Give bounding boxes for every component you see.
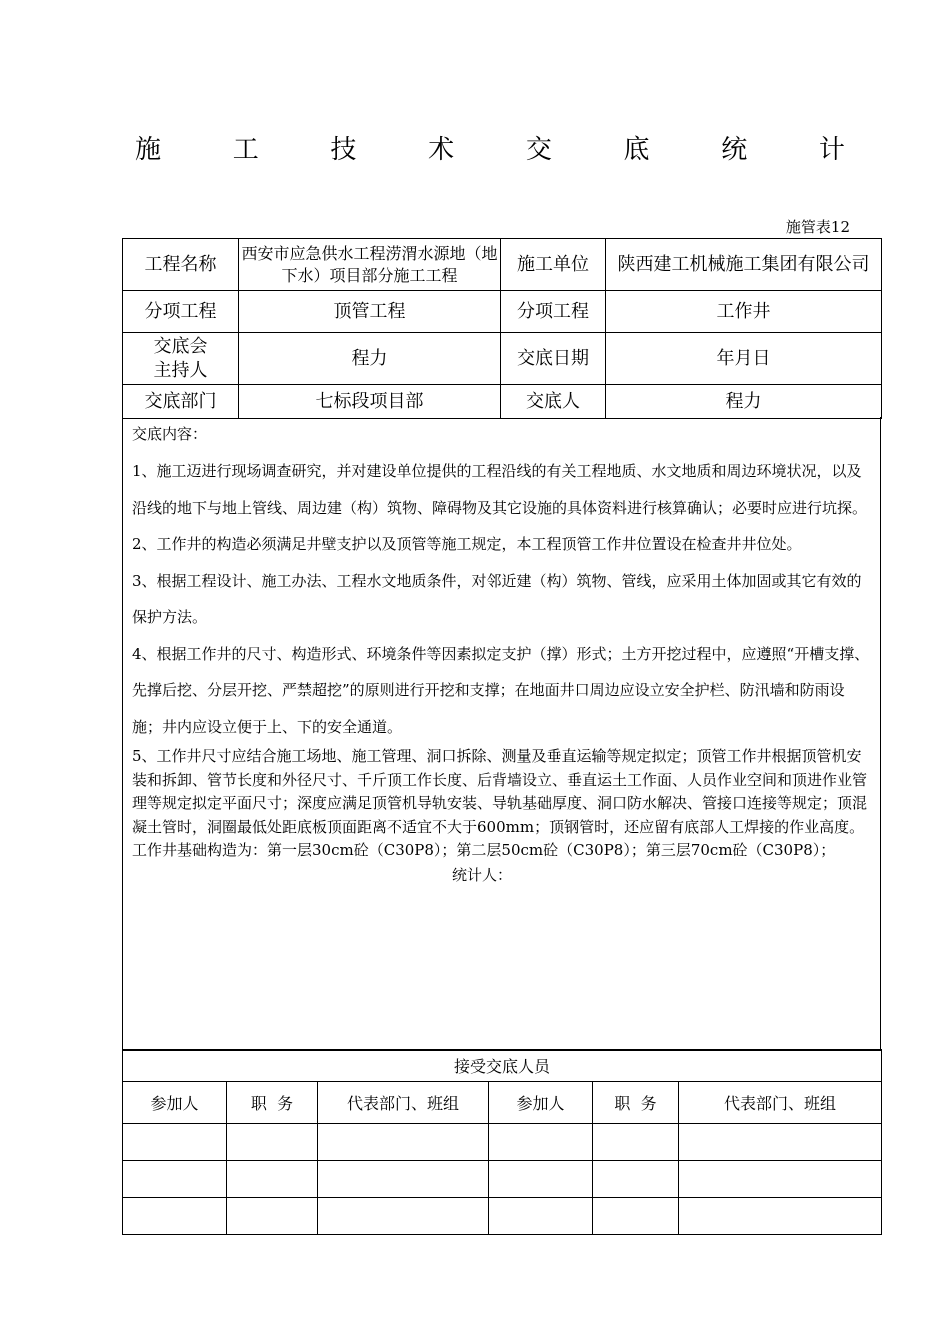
table-cell — [489, 1198, 593, 1235]
content-label: 交底内容： — [132, 425, 208, 443]
title-char: 交 — [525, 135, 552, 165]
document-title — [135, 130, 845, 170]
content-paragraph: 4、根据工作井的尺寸、构造形式、环境条件等因素拟定支护（撑）形式；土方开挖过程中，应遵照“开槽支撑、先撑后挖、分层开挖、严禁超挖”的原则进行开挖和支撑；在地面井口周边应设立安全护栏、防汛墙和防雨设施；井内应设立便于上、下的安全通道。 — [132, 644, 870, 736]
disclosure-content-box — [122, 417, 881, 1051]
attendees-title-row — [123, 1050, 882, 1082]
attendees-table — [122, 1049, 882, 1235]
col-participant: 参加人 — [123, 1082, 227, 1124]
table-cell — [318, 1124, 489, 1161]
table-cell — [489, 1124, 593, 1161]
table-cell — [123, 1124, 227, 1161]
table-cell — [227, 1161, 318, 1198]
header-row — [123, 291, 882, 333]
subitem1-label: 分项工程 — [123, 291, 239, 333]
table-row — [123, 1124, 882, 1161]
content-paragraph: 工作井基础构造为：第一层30cm砼（C30P8）；第二层50cm砼（C30P8）；第三层70cm砼（C30P8）； — [132, 841, 836, 859]
content-paragraph: 2、工作井的构造必须满足井壁支护以及顶管等施工规定，本工程顶管工作井位置设在检查井井位处。 — [132, 535, 802, 553]
subitem1-value: 顶管工程 — [239, 291, 501, 333]
statistician-signature: 统计人： — [451, 865, 512, 884]
date-value: 年月日 — [606, 333, 882, 385]
discloser-label: 交底人 — [501, 385, 606, 419]
table-cell — [318, 1161, 489, 1198]
contractor-label: 施工单位 — [501, 239, 606, 291]
table-row — [123, 1198, 882, 1235]
content-paragraph: 1、施工迈进行现场调查研究，并对建设单位提供的工程沿线的有关工程地质、水文地质和周边环境状况，以及沿线的地下与地上管线、周边建（构）筑物、障碍物及其它设施的具体资料进行核算确认；必要时应进行坑探。 — [132, 462, 868, 517]
project-name-value: 西安市应急供水工程涝渭水源地（地下水）项目部分施工工程 — [239, 239, 501, 291]
title-char: 工 — [232, 135, 259, 165]
title-char: 计 — [818, 135, 845, 165]
col-department: 代表部门、班组 — [679, 1082, 882, 1124]
table-cell — [318, 1198, 489, 1235]
table-cell — [679, 1161, 882, 1198]
dept-value: 七标段项目部 — [239, 385, 501, 419]
header-table — [122, 238, 882, 419]
table-cell — [123, 1161, 227, 1198]
col-participant: 参加人 — [489, 1082, 593, 1124]
header-row — [123, 333, 882, 385]
table-cell — [679, 1198, 882, 1235]
header-row — [123, 385, 882, 419]
header-row — [123, 239, 882, 291]
project-name-label: 工程名称 — [123, 239, 239, 291]
table-cell — [593, 1161, 679, 1198]
disclosure-content — [132, 423, 872, 887]
title-char: 施 — [135, 135, 162, 165]
form-number: 施管表12 — [785, 218, 850, 236]
title-char: 技 — [330, 135, 357, 165]
col-position: 职 务 — [227, 1082, 318, 1124]
table-cell — [123, 1198, 227, 1235]
subitem2-label: 分项工程 — [501, 291, 606, 333]
date-label: 交底日期 — [501, 333, 606, 385]
host-label-line1: 交底会 — [153, 335, 208, 357]
subitem2-value: 工作井 — [606, 291, 882, 333]
discloser-value: 程力 — [606, 385, 882, 419]
attendees-section-title: 接受交底人员 — [123, 1050, 882, 1082]
table-cell — [593, 1198, 679, 1235]
table-row — [123, 1161, 882, 1198]
title-char: 统 — [721, 135, 748, 165]
dept-label: 交底部门 — [123, 385, 239, 419]
content-paragraph: 5、工作井尺寸应结合施工场地、施工管理、洞口拆除、测量及垂直运输等规定拟定；顶管工作井根据顶管机安装和拆卸、管节长度和外径尺寸、千斤顶工作长度、后背墙设立、垂直运土工作面、人员作业空间和顶进作业管理等规定拟定平面尺寸；深度应满足顶管机导轨安装、导轨基础厚度、洞口防水解决、管接口连接等规定；顶混凝土管时，洞圈最低处距底板顶面距离不适宜不大于600mm；顶钢管时，还应留有底部人工焊接的作业高度。 — [132, 747, 868, 836]
table-cell — [489, 1161, 593, 1198]
attendees-header-row — [123, 1082, 882, 1124]
contractor-value: 陕西建工机械施工集团有限公司 — [606, 239, 882, 291]
host-value: 程力 — [239, 333, 501, 385]
title-char: 底 — [623, 135, 650, 165]
host-label-line2: 主持人 — [153, 359, 208, 381]
table-cell — [679, 1124, 882, 1161]
table-cell — [227, 1198, 318, 1235]
col-position: 职 务 — [593, 1082, 679, 1124]
col-department: 代表部门、班组 — [318, 1082, 489, 1124]
table-cell — [593, 1124, 679, 1161]
title-char: 术 — [428, 135, 455, 165]
content-paragraph: 3、根据工程设计、施工办法、工程水文地质条件，对邻近建（构）筑物、管线，应采用土体加固或其它有效的保护方法。 — [132, 571, 862, 626]
host-label — [123, 333, 239, 385]
table-cell — [227, 1124, 318, 1161]
